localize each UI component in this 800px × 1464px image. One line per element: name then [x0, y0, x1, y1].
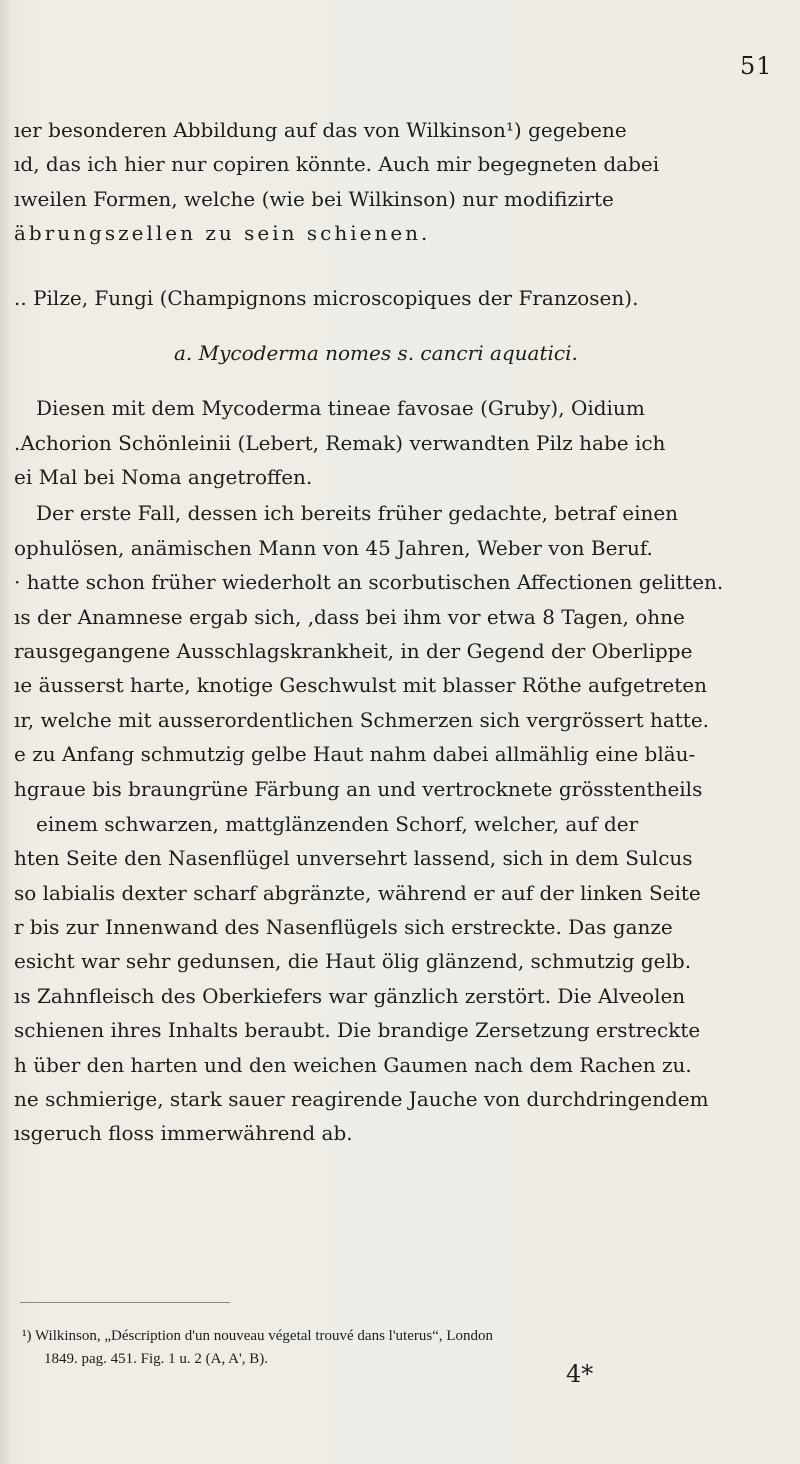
footnote-line: 1849. pag. 451. Fig. 1 u. 2 (A, A', B). [44, 1351, 268, 1367]
text-line: hgraue bis braungrüne Färbung an und vertrocknete grösstentheils [14, 777, 703, 801]
text-line: ei Mal bei Noma angetroffen. [14, 465, 313, 489]
text-line: · hatte schon früher wiederholt an scorbutischen Affectionen gelitten. [14, 570, 724, 594]
text-line: ıs Zahnfleisch des Oberkiefers war gänzlich zerstört. Die Alveolen [14, 984, 686, 1008]
text-line: Der erste Fall, dessen ich bereits früher gedachte, betraf einen [36, 501, 679, 525]
text-line: so labialis dexter scharf abgränzte, während er auf der linken Seite [14, 881, 701, 905]
text-line: rausgegangene Ausschlagskrankheit, in der Gegend der Oberlippe [14, 639, 693, 663]
text-line: ıs der Anamnese ergab sich, ,dass bei ihm vor etwa 8 Tagen, ohne [14, 605, 685, 629]
text-line: hten Seite den Nasenflügel unversehrt lassend, sich in dem Sulcus [14, 846, 693, 870]
text-line: ır, welche mit ausserordentlichen Schmerzen sich vergrössert hatte. [14, 708, 710, 732]
page-number: 51 [740, 52, 773, 80]
text-line: r bis zur Innenwand des Nasenflügels sich erstreckte. Das ganze [14, 915, 673, 939]
section-heading: .. Pilze, Fungi (Champignons microscopiques der Franzosen). [14, 286, 639, 310]
text-line: ıd, das ich hier nur copiren könnte. Auch mir begegneten dabei [14, 152, 660, 176]
text-line: .Achorion Schönleinii (Lebert, Remak) verwandten Pilz habe ich [14, 431, 666, 455]
text-line: äbrungszellen zu sein schienen. [14, 221, 431, 245]
text-line: ıe äusserst harte, knotige Geschwulst mit blasser Röthe aufgetreten [14, 673, 708, 697]
text-line: ıer besonderen Abbildung auf das von Wilkinson¹) gegebene [14, 118, 627, 142]
signature-mark: 4* [566, 1360, 594, 1388]
text-line: einem schwarzen, mattglänzenden Schorf, welcher, auf der [36, 812, 639, 836]
text-line: e zu Anfang schmutzig gelbe Haut nahm dabei allmählig eine bläu- [14, 742, 696, 766]
text-line: ne schmierige, stark sauer reagirende Jauche von durchdringendem [14, 1087, 709, 1111]
text-line: h über den harten und den weichen Gaumen nach dem Rachen zu. [14, 1053, 692, 1077]
text-line: ısgeruch floss immerwährend ab. [14, 1121, 353, 1145]
text-line: ıweilen Formen, welche (wie bei Wilkinson) nur modifizirte [14, 187, 614, 211]
subsection-heading: a. Mycoderma nomes s. cancri aquatici. [174, 341, 578, 365]
text-line: ophulösen, anämischen Mann von 45 Jahren, Weber von Beruf. [14, 536, 653, 560]
text-line: esicht war sehr gedunsen, die Haut ölig glänzend, schmutzig gelb. [14, 949, 692, 973]
footnote-rule [20, 1302, 230, 1303]
text-line: Diesen mit dem Mycoderma tineae favosae (Gruby), Oidium [36, 396, 645, 420]
text-line: schienen ihres Inhalts beraubt. Die brandige Zersetzung erstreckte [14, 1018, 701, 1042]
footnote-line: ¹) Wilkinson, „Déscription d'un nouveau végetal trouvé dans l'uterus“, London [22, 1328, 493, 1344]
